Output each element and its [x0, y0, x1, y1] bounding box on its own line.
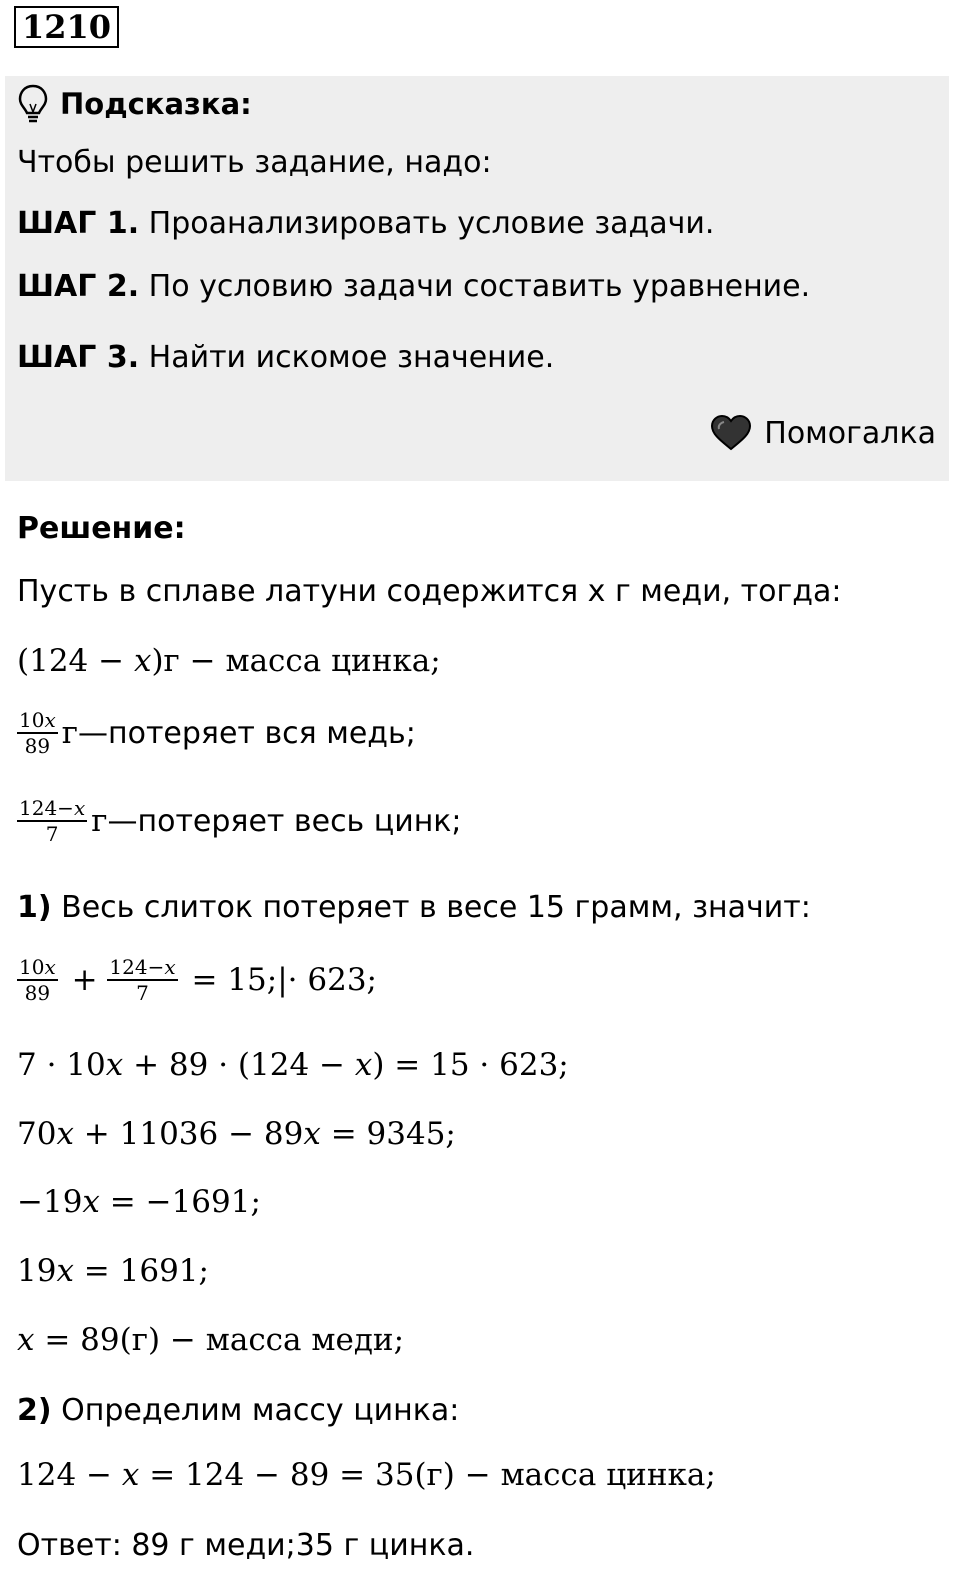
fraction [17, 955, 58, 1005]
math-text: + [61, 962, 108, 998]
math-text: (124 − [17, 643, 134, 679]
step-label: ШАГ 2. [17, 269, 140, 304]
math-var: x [121, 1457, 140, 1493]
solution-title: Решение: [17, 511, 186, 546]
math-text: 124 − [17, 1457, 122, 1493]
equation-main [17, 955, 377, 1005]
math-text: 19 [17, 1253, 57, 1289]
fraction [107, 955, 177, 1005]
math-var: x [354, 1047, 373, 1083]
line-zinc-mass [17, 643, 441, 679]
frac-den: 7 [45, 822, 59, 846]
step-2-line [17, 1393, 459, 1429]
hint-title [18, 84, 252, 124]
math-var: x [133, 643, 152, 679]
math-text: ) = 15 · 623; [372, 1047, 569, 1083]
fraction [17, 796, 87, 846]
step-text: Найти искомое значение. [139, 340, 555, 375]
heart-icon [710, 415, 752, 451]
line-zinc-loss [17, 796, 462, 846]
line-text: —потеряет вся медь; [77, 715, 416, 751]
fraction [17, 708, 58, 758]
step-label: 1) [17, 890, 52, 925]
frac-var: x [44, 708, 56, 732]
math-var: x [17, 1322, 35, 1358]
helper-label: Помогалка [764, 415, 936, 451]
math-text: + 11036 − 89 [73, 1116, 304, 1152]
frac-var: x [73, 796, 86, 820]
hint-step-2 [17, 269, 810, 305]
equation-3 [17, 1116, 456, 1152]
hint-step-1 [17, 206, 714, 242]
frac-num: 10 [19, 955, 45, 979]
line-text: —потеряет весь цинк; [107, 803, 462, 839]
math-var: x [303, 1116, 321, 1152]
frac-den: 89 [24, 981, 51, 1005]
answer-line: Ответ: 89 г меди;35 г цинка. [17, 1528, 475, 1563]
frac-num: 10 [19, 708, 45, 732]
hint-intro: Чтобы решить задание, надо: [17, 145, 492, 180]
math-text: )г − масса цинка; [151, 643, 441, 679]
math-var: x [105, 1047, 124, 1083]
step-label: ШАГ 1. [17, 206, 140, 241]
math-text: = 89(г) − масса меди; [34, 1322, 405, 1358]
equation-7 [17, 1457, 716, 1493]
math-var: x [56, 1116, 74, 1152]
equation-5 [17, 1253, 209, 1289]
math-text: = 9345; [320, 1116, 456, 1152]
math-text: + 89 · (124 − [123, 1047, 355, 1083]
solution-intro: Пусть в сплаве латуни содержится х г меди, тогда: [17, 574, 842, 609]
lightbulb-icon [18, 84, 48, 124]
step-text: Весь слиток потеряет в весе 15 грамм, значит: [51, 890, 811, 925]
math-text: = 1691; [73, 1253, 209, 1289]
frac-num: 124− [19, 796, 74, 820]
frac-den: 89 [24, 734, 51, 758]
step-text: По условию задачи составить уравнение. [139, 269, 811, 304]
hint-title-text: Подсказка: [60, 87, 252, 121]
math-text: −19 [17, 1184, 83, 1220]
step-label: 2) [17, 1393, 52, 1428]
frac-num: 124− [109, 955, 165, 979]
frac-var: x [164, 955, 176, 979]
step-text: Определим массу цинка: [51, 1393, 460, 1428]
helper-link[interactable] [710, 411, 936, 455]
math-text: = −1691; [99, 1184, 261, 1220]
math-text: 70 [17, 1116, 57, 1152]
step-label: ШАГ 3. [17, 340, 140, 375]
step-1-line [17, 890, 811, 926]
frac-den: 7 [136, 981, 149, 1005]
math-var: x [82, 1184, 100, 1220]
task-number: 1210 [14, 6, 119, 48]
math-text: 7 · 10 [17, 1047, 106, 1083]
line-copper-loss [17, 708, 416, 758]
math-var: x [56, 1253, 74, 1289]
frac-var: x [44, 955, 56, 979]
hint-step-3 [17, 340, 554, 376]
equation-2 [17, 1047, 569, 1083]
unit: г [61, 715, 78, 751]
math-text: = 124 − 89 = 35(г) − масса цинка; [139, 1457, 716, 1493]
equation-4 [17, 1184, 261, 1220]
math-text: = 15;|· 623; [181, 962, 377, 998]
equation-6 [17, 1322, 404, 1358]
step-text: Проанализировать условие задачи. [139, 206, 715, 241]
unit: г [91, 803, 108, 839]
